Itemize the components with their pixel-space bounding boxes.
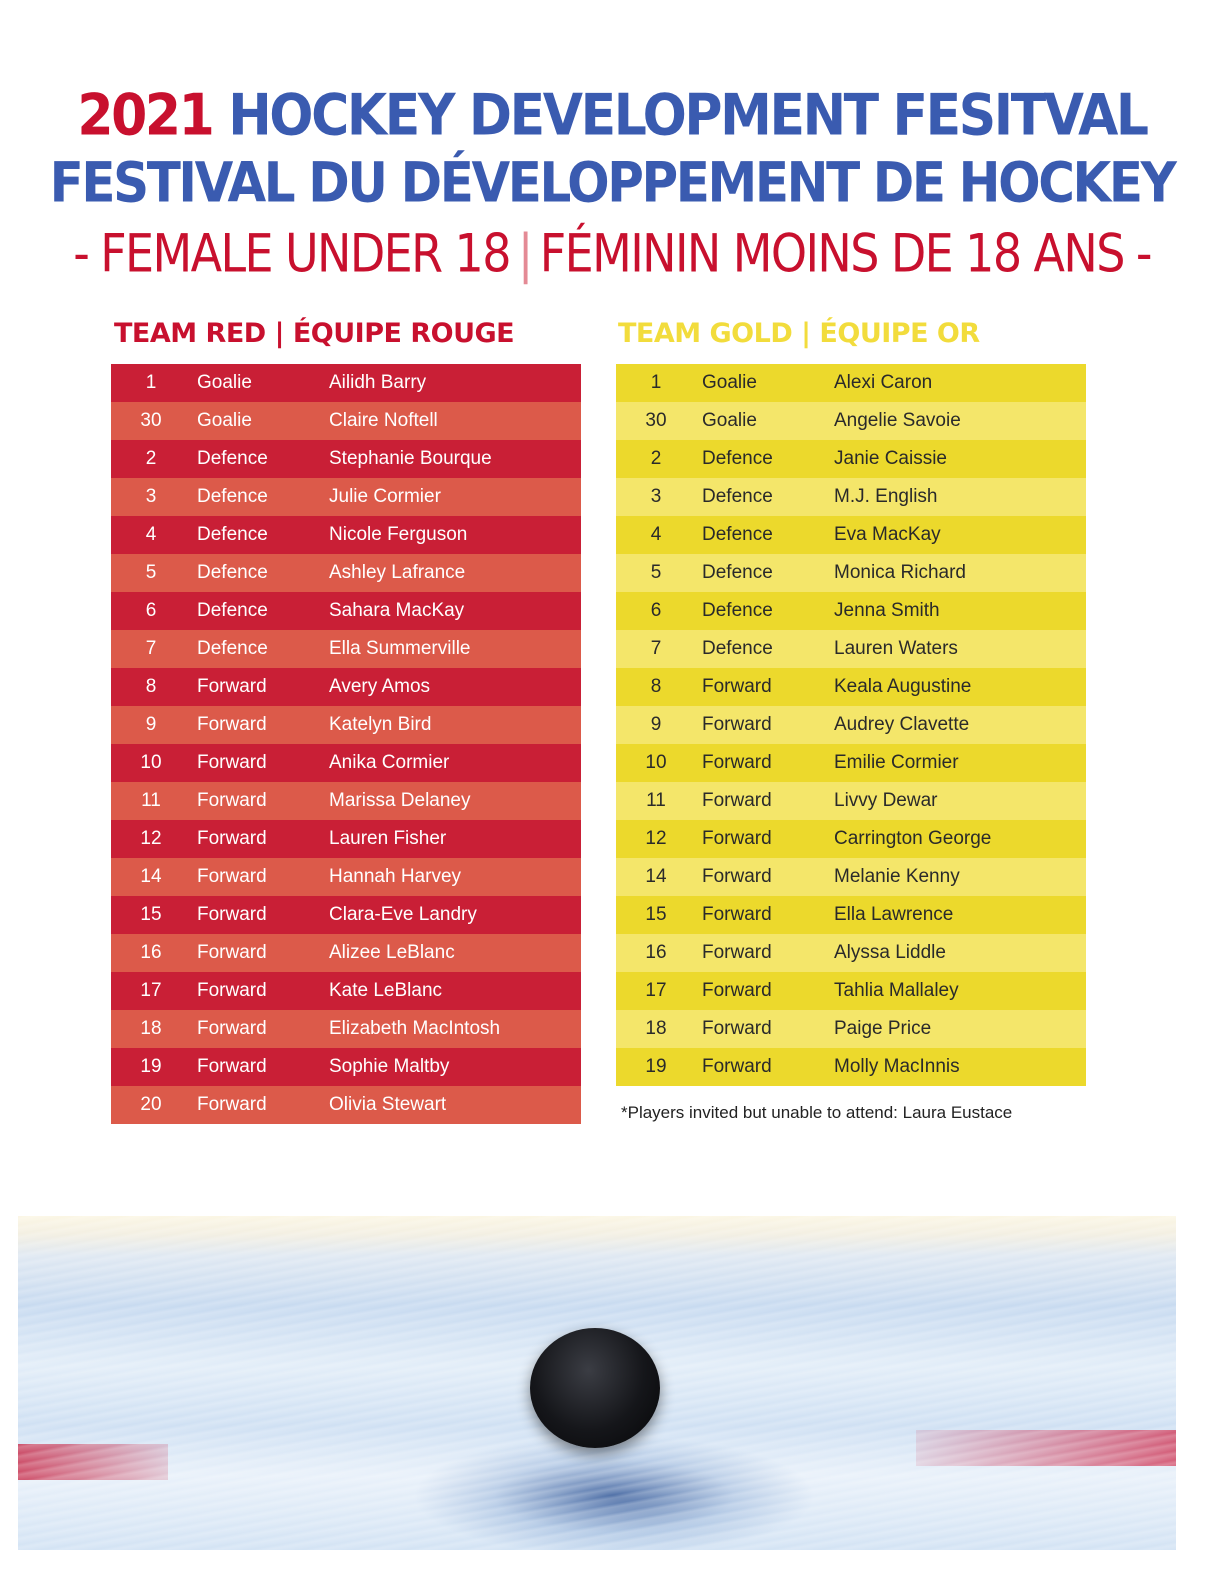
player-number: 30 — [645, 410, 667, 431]
player-number: 11 — [646, 790, 666, 811]
player-position: Defence — [197, 448, 268, 469]
player-position: Forward — [197, 714, 267, 735]
roster-row — [111, 1010, 581, 1048]
player-number: 9 — [145, 714, 157, 735]
player-position: Forward — [702, 752, 772, 773]
player-number: 7 — [145, 638, 157, 659]
player-number: 16 — [645, 942, 667, 963]
player-position: Defence — [702, 448, 773, 469]
player-position: Defence — [197, 486, 268, 507]
player-name: Janie Caissie — [834, 448, 947, 469]
roster-row — [616, 1048, 1086, 1086]
player-number: 1 — [650, 372, 662, 393]
player-number: 12 — [645, 828, 667, 849]
player-name: Kate LeBlanc — [329, 980, 443, 1001]
player-position: Forward — [197, 828, 267, 849]
player-name: Monica Richard — [834, 562, 966, 583]
player-position: Defence — [702, 638, 773, 659]
roster-row — [616, 706, 1086, 744]
player-position: Defence — [702, 600, 773, 621]
player-number: 2 — [145, 448, 157, 469]
player-name: Avery Amos — [329, 676, 431, 697]
subtitle-separator: | — [517, 221, 532, 285]
player-name: Sophie Maltby — [329, 1056, 450, 1077]
player-name: Melanie Kenny — [834, 866, 960, 887]
roster-row — [111, 744, 581, 782]
player-name: Carrington George — [834, 828, 992, 849]
roster-row — [616, 896, 1086, 934]
roster-row — [616, 364, 1086, 402]
roster-row — [616, 516, 1086, 554]
player-name: Jenna Smith — [834, 600, 940, 621]
player-name: Sahara MacKay — [329, 600, 465, 621]
player-position: Forward — [702, 866, 772, 887]
roster-row — [616, 440, 1086, 478]
roster-row — [111, 592, 581, 630]
player-name: Molly MacInnis — [834, 1056, 960, 1077]
player-position: Forward — [197, 790, 267, 811]
player-number: 3 — [145, 486, 157, 507]
roster-row — [111, 934, 581, 972]
roster-row — [616, 1010, 1086, 1048]
player-number: 18 — [645, 1018, 667, 1039]
player-name: Stephanie Bourque — [329, 448, 492, 469]
player-number: 8 — [650, 676, 662, 697]
roster-row — [616, 402, 1086, 440]
player-position: Forward — [197, 904, 267, 925]
roster-row — [616, 858, 1086, 896]
player-name: Tahlia Mallaley — [834, 980, 959, 1001]
player-name: Lauren Fisher — [329, 828, 447, 849]
player-name: Nicole Ferguson — [329, 524, 468, 545]
player-number: 3 — [650, 486, 662, 507]
player-name: Angelie Savoie — [834, 410, 961, 431]
player-position: Forward — [197, 980, 267, 1001]
player-name: Ailidh Barry — [329, 372, 427, 393]
roster-row — [111, 554, 581, 592]
player-position: Defence — [197, 562, 268, 583]
roster-row — [111, 1086, 581, 1124]
player-number: 5 — [650, 562, 662, 583]
player-number: 4 — [145, 524, 157, 545]
player-position: Forward — [702, 904, 772, 925]
roster-row — [111, 820, 581, 858]
player-position: Forward — [702, 676, 772, 697]
player-number: 30 — [140, 410, 162, 431]
player-position: Goalie — [197, 372, 252, 393]
roster-row — [111, 706, 581, 744]
player-name: Livvy Dewar — [834, 790, 938, 811]
roster-row — [616, 744, 1086, 782]
player-number: 11 — [141, 790, 161, 811]
player-number: 19 — [645, 1056, 667, 1077]
player-number: 4 — [650, 524, 662, 545]
team-red-roster — [111, 364, 581, 1124]
title-line-1 — [0, 83, 1224, 149]
player-number: 6 — [145, 600, 157, 621]
team-red-heading: TEAM RED | ÉQUIPE ROUGE — [114, 318, 515, 349]
player-name: Hannah Harvey — [329, 866, 462, 887]
player-name: Ella Summerville — [329, 638, 471, 659]
player-name: Alexi Caron — [834, 372, 933, 393]
roster-row — [111, 440, 581, 478]
player-number: 17 — [140, 980, 162, 1001]
absent-players-note: *Players invited but unable to attend: Laura Eustace — [621, 1103, 1013, 1122]
player-name: Keala Augustine — [834, 676, 972, 697]
player-position: Defence — [702, 486, 773, 507]
title-line-2: FESTIVAL DU DÉVELOPPEMENT DE HOCKEY — [49, 151, 1175, 215]
roster-row — [616, 782, 1086, 820]
player-position: Forward — [197, 1018, 267, 1039]
player-position: Goalie — [197, 410, 252, 431]
player-name: Clara-Eve Landry — [329, 904, 477, 925]
player-name: Marissa Delaney — [329, 790, 471, 811]
player-number: 19 — [140, 1056, 162, 1077]
roster-row — [616, 554, 1086, 592]
title-year: 2021 — [77, 83, 213, 149]
player-number: 20 — [140, 1094, 162, 1115]
roster-row — [616, 478, 1086, 516]
puck-icon — [530, 1328, 660, 1448]
roster-row — [111, 896, 581, 934]
player-name: Ashley Lafrance — [329, 562, 466, 583]
player-name: Lauren Waters — [834, 638, 958, 659]
player-name: Julie Cormier — [329, 486, 441, 507]
roster-row — [111, 364, 581, 402]
title-line-1-text: HOCKEY DEVELOPMENT FESITVAL — [228, 83, 1147, 149]
roster-row — [111, 668, 581, 706]
roster-row — [616, 820, 1086, 858]
player-position: Defence — [702, 562, 773, 583]
player-position: Forward — [702, 828, 772, 849]
player-name: Elizabeth MacIntosh — [329, 1018, 501, 1039]
player-name: Alyssa Liddle — [834, 942, 946, 963]
roster-row — [616, 934, 1086, 972]
player-name: Alizee LeBlanc — [329, 942, 455, 963]
player-position: Goalie — [702, 372, 757, 393]
player-position: Forward — [197, 1056, 267, 1077]
player-name: Olivia Stewart — [329, 1094, 447, 1115]
player-number: 10 — [645, 752, 667, 773]
player-number: 6 — [650, 600, 662, 621]
player-name: Anika Cormier — [329, 752, 450, 773]
roster-row — [616, 630, 1086, 668]
subtitle — [0, 222, 1224, 284]
player-number: 15 — [140, 904, 162, 925]
player-position: Forward — [197, 1094, 267, 1115]
player-number: 16 — [140, 942, 162, 963]
player-position: Defence — [197, 638, 268, 659]
player-number: 18 — [140, 1018, 162, 1039]
subtitle-dash-right: - — [1135, 221, 1151, 285]
player-name: Emilie Cormier — [834, 752, 959, 773]
roster-row — [111, 1048, 581, 1086]
player-number: 5 — [145, 562, 157, 583]
roster-row — [111, 478, 581, 516]
player-number: 10 — [140, 752, 162, 773]
player-position: Defence — [197, 600, 268, 621]
player-position: Forward — [702, 1056, 772, 1077]
player-number: 17 — [645, 980, 667, 1001]
player-name: Eva MacKay — [834, 524, 941, 545]
player-number: 7 — [650, 638, 662, 659]
player-position: Forward — [702, 1018, 772, 1039]
player-number: 8 — [145, 676, 157, 697]
player-position: Forward — [702, 714, 772, 735]
player-number: 2 — [650, 448, 662, 469]
roster-row — [616, 668, 1086, 706]
player-position: Forward — [197, 942, 267, 963]
player-position: Forward — [197, 676, 267, 697]
subtitle-french: FÉMININ MOINS DE 18 ANS — [539, 221, 1124, 285]
subtitle-english: FEMALE UNDER 18 — [100, 221, 510, 285]
player-number: 12 — [140, 828, 162, 849]
player-position: Defence — [702, 524, 773, 545]
player-number: 9 — [650, 714, 662, 735]
roster-row — [111, 402, 581, 440]
roster-row — [111, 630, 581, 668]
roster-row — [111, 782, 581, 820]
player-name: Katelyn Bird — [329, 714, 432, 735]
player-position: Defence — [197, 524, 268, 545]
roster-row — [616, 972, 1086, 1010]
player-position: Forward — [702, 790, 772, 811]
player-name: Claire Noftell — [329, 410, 438, 431]
roster-row — [111, 972, 581, 1010]
team-gold-heading: TEAM GOLD | ÉQUIPE OR — [618, 318, 980, 349]
player-position: Forward — [702, 980, 772, 1001]
player-name: Ella Lawrence — [834, 904, 954, 925]
player-number: 14 — [140, 866, 162, 887]
team-gold-roster — [616, 364, 1086, 1086]
player-name: Paige Price — [834, 1018, 932, 1039]
player-number: 14 — [645, 866, 667, 887]
player-position: Forward — [197, 752, 267, 773]
player-name: Audrey Clavette — [834, 714, 970, 735]
roster-row — [111, 516, 581, 554]
hockey-puck-on-ice-icon — [18, 1216, 1176, 1550]
player-name: M.J. English — [834, 486, 938, 507]
player-number: 1 — [145, 372, 157, 393]
player-number: 15 — [645, 904, 667, 925]
roster-row — [111, 858, 581, 896]
player-position: Goalie — [702, 410, 757, 431]
player-position: Forward — [197, 866, 267, 887]
roster-row — [616, 592, 1086, 630]
subtitle-dash-left: - — [73, 221, 89, 285]
player-position: Forward — [702, 942, 772, 963]
